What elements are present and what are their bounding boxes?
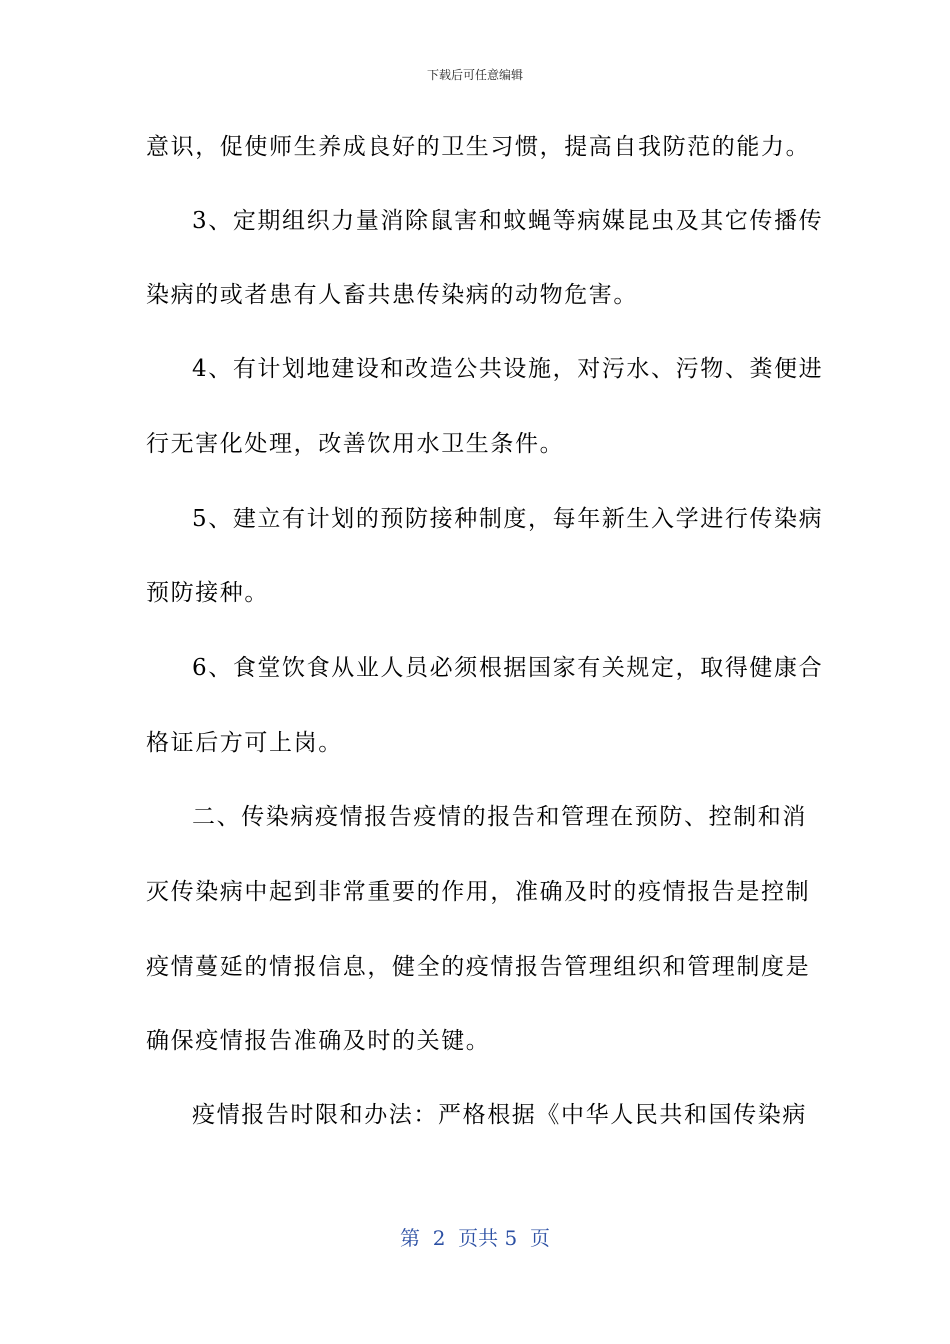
body-line-9: 格证后方可上岗。	[146, 730, 343, 756]
body-line-14: 疫情报告时限和办法：严格根据《中华人民共和国传染病	[192, 1102, 807, 1128]
body-line-12: 疫情蔓延的情报信息，健全的疫情报告管理组织和管理制度是	[146, 954, 811, 980]
body-line-8: 6、食堂饮食从业人员必须根据国家有关规定，取得健康合	[192, 655, 824, 681]
body-line-1: 意识，促使师生养成良好的卫生习惯，提高自我防范的能力。	[146, 134, 811, 160]
page-header: 下载后可任意编辑	[426, 68, 523, 82]
body-line-6: 5、建立有计划的预防接种制度，每年新生入学进行传染病	[192, 506, 824, 532]
body-line-5: 行无害化处理，改善饮用水卫生条件。	[146, 431, 565, 457]
body-line-3: 染病的或者患有人畜共患传染病的动物危害。	[146, 282, 638, 308]
body-line-13: 确保疫情报告准确及时的关键。	[146, 1028, 491, 1054]
body-line-2: 3、定期组织力量消除鼠害和蚊蝇等病媒昆虫及其它传播传	[192, 208, 824, 234]
body-line-7: 预防接种。	[146, 580, 269, 606]
body-line-10: 二、传染病疫情报告疫情的报告和管理在预防、控制和消	[192, 804, 807, 830]
body-line-11: 灭传染病中起到非常重要的作用，准确及时的疫情报告是控制	[146, 879, 811, 905]
body-line-4: 4、有计划地建设和改造公共设施，对污水、污物、粪便进	[192, 356, 824, 382]
page-footer: 第 2 页共 5 页	[400, 1226, 550, 1250]
